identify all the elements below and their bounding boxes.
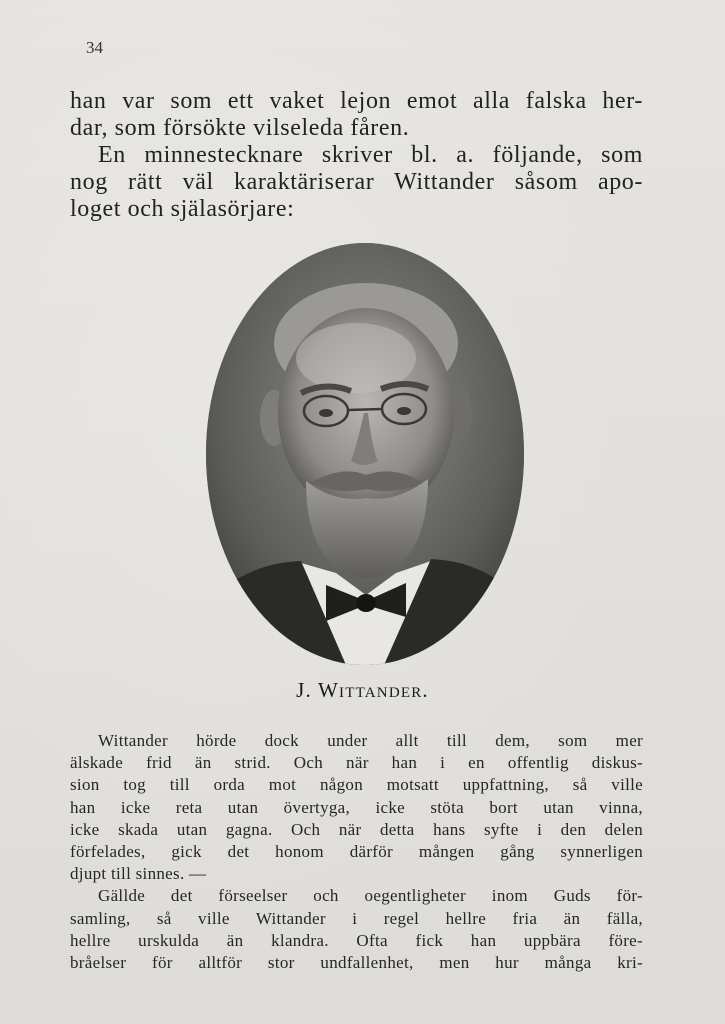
body-paragraph (70, 730, 643, 974)
intro-line: En minnestecknare skriver bl. a. följande, som (98, 142, 643, 168)
intro-line: dar, som försökte vilseleda fåren. (70, 115, 410, 141)
portrait-caption (0, 678, 725, 703)
portrait-illustration (206, 243, 524, 665)
body-line: han icke reta utan övertyga, icke stöta bort utan vinna, (70, 797, 643, 817)
body-line: samling, så ville Wittander i regel hellre fria än fälla, (70, 908, 643, 928)
intro-line: nog rätt väl karaktäriserar Wittander såsom apo- (70, 169, 643, 195)
body-line: sion tog till orda mot någon motsatt uppfattning, så ville (70, 775, 643, 795)
portrait-photo (206, 243, 524, 665)
body-line: djupt till sinnes. — (70, 864, 207, 884)
intro-paragraph (70, 88, 643, 223)
portrait-caption-text: J. Wittander. (296, 678, 429, 702)
body-line: icke skada utan gagna. Och när detta hans syfte i den delen (70, 819, 643, 839)
intro-line: han var som ett vaket lejon emot alla falska her- (70, 88, 643, 114)
body-line: älskade frid än strid. Och när han i en offentlig diskus- (70, 753, 643, 773)
body-line: Gällde det förseelser och oegentligheter inom Guds för- (98, 886, 643, 906)
body-line: bråelser för alltför stor undfallenhet, men hur många kri- (70, 953, 643, 973)
body-line: hellre urskulda än klandra. Ofta fick han uppbära före- (70, 930, 643, 950)
body-line: förfelades, gick det honom därför mången gång synnerligen (70, 842, 643, 862)
page-number: 34 (86, 38, 103, 57)
intro-line: loget och själasörjare: (70, 196, 295, 222)
body-line: Wittander hörde dock under allt till dem, som mer (98, 731, 643, 750)
